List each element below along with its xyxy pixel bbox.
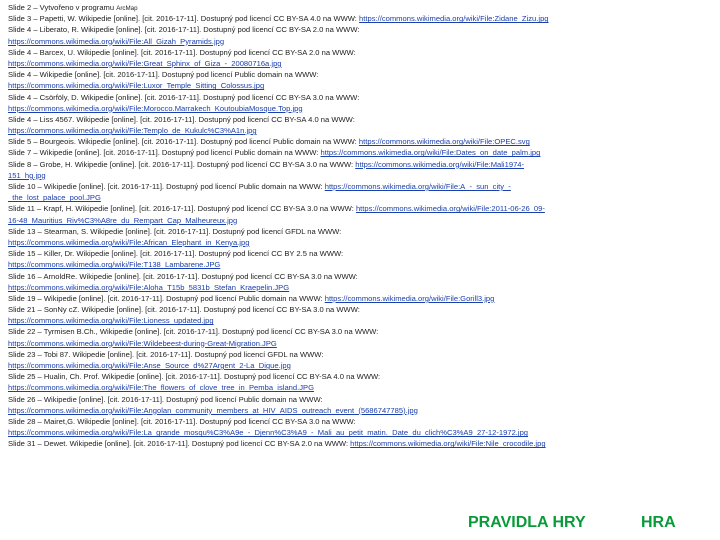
credit-line — [8, 147, 714, 158]
credit-line — [8, 58, 714, 69]
credit-text: Slide 15 – Killer, Dr. Wikipedie [online]. [cit. 2016-17-11]. Dostupný pod licencí CC BY 2.5 na WWW: — [8, 249, 344, 259]
credit-text: Slide 19 – Wikipedie [online]. [cit. 2016-17-11]. Dostupný pod licencí Public domain na WWW: — [8, 293, 325, 303]
credit-source-link[interactable]: https://commons.wikimedia.org/wiki/File:Dates_on_date_palm.jpg — [320, 148, 541, 158]
credit-software-name: ArcMap — [116, 5, 138, 12]
credit-line — [8, 326, 714, 337]
credit-source-link[interactable]: https://commons.wikimedia.org/wiki/File:Zidane_Zizu.jpg — [359, 14, 549, 24]
credit-source-link[interactable]: 151_hg.jpg — [8, 170, 46, 180]
credit-line — [8, 13, 714, 24]
credit-line — [8, 282, 714, 293]
credit-source-link[interactable]: https://commons.wikimedia.org/wiki/File:Lioness_updated.jpg — [8, 316, 214, 326]
credit-text: Slide 10 – Wikipedie [online]. [cit. 2016-17-11]. Dostupný pod licencí Public domain na WWW: — [8, 182, 325, 191]
credit-source-link[interactable]: https://commons.wikimedia.org/wiki/File:T138_Lambarene.JPG — [8, 260, 221, 270]
credit-source-link[interactable]: https://commons.wikimedia.org/wiki/File:Great_Sphinx_of_Giza_-_20080716a.jpg — [8, 58, 282, 68]
credit-line — [8, 2, 714, 13]
footer-nav — [0, 512, 720, 538]
credit-source-link[interactable]: https://commons.wikimedia.org/wiki/File:La_grande_mosqu%C3%A9e_-_Djenn%C3%A9_-_Mali_au_petit_matin._Date_du_clich%C3%A9_27-12-1972.jpg — [8, 428, 529, 438]
credit-line — [8, 203, 714, 214]
credit-line — [8, 382, 714, 393]
credit-text: Slide 5 – Bourgeois. Wikipedie [online]. [cit. 2016-17-11]. Dostupný pod licencí Public domain na WWW: — [8, 137, 359, 147]
credit-line — [8, 226, 714, 237]
credit-source-link[interactable]: https://commons.wikimedia.org/wiki/File:The_flowers_of_clove_tree_in_Pemba_island.JPG — [8, 383, 314, 393]
credit-line — [8, 125, 714, 136]
credit-source-link[interactable]: https://commons.wikimedia.org/wiki/File:All_Gizah_Pyramids.jpg — [8, 36, 225, 46]
credit-line — [8, 360, 714, 371]
credit-line — [8, 136, 714, 147]
credit-source-link[interactable]: 16-48_Mauritius_Riv%C3%A8re_du_Rempart_Cap_Malheureux.jpg — [8, 215, 238, 225]
credit-text: Slide 31 – Dewet. Wikipedie [online]. [cit. 2016-17-11]. Dostupný pod licencí CC BY-SA 2.0 na WWW: — [8, 439, 351, 449]
credit-line — [8, 416, 714, 427]
credit-source-link[interactable]: https://commons.wikimedia.org/wiki/File:Gorill3.jpg — [324, 293, 495, 303]
credit-text: Slide 4 – Csörföly, D. Wikipedie [online]. [cit. 2016-17-11]. Dostupný pod licencí CC BY-SA 3.0 na WWW: — [8, 92, 360, 102]
credit-source-link[interactable]: https://commons.wikimedia.org/wiki/File:Wildebeest-during-Great-Migration.JPG — [8, 338, 277, 348]
credit-source-link[interactable]: https://commons.wikimedia.org/wiki/File:Templo_de_Kukulc%C3%A1n.jpg — [8, 126, 257, 136]
credit-line — [8, 192, 714, 203]
credit-text: Slide 28 – Mairet,G. Wikipedie [online]. [cit. 2016-17-11]. Dostupný pod licencí CC BY-SA 3.0 na WWW: — [8, 416, 356, 426]
game-link[interactable]: HRA — [641, 514, 676, 531]
credit-source-link[interactable]: https://commons.wikimedia.org/wiki/File:Mali1974- — [355, 159, 525, 169]
credit-source-link[interactable]: https://commons.wikimedia.org/wiki/File:Luxor_Temple_Sitting_Colossus.jpg — [8, 81, 265, 91]
credit-text: Slide 16 – ArnoldRe. Wikipedie [online]. [cit. 2016-17-11]. Dostupný pod licencí CC BY-SA 3.0 na WWW: — [8, 271, 358, 281]
credit-source-link[interactable]: _the_lost_palace_pool.JPG — [8, 193, 101, 203]
credit-text: Slide 13 – Stearman, S. Wikipedie [online]. [cit. 2016-17-11]. Dostupný pod licencí GFDL na WWW: — [8, 226, 342, 236]
credit-source-link[interactable]: https://commons.wikimedia.org/wiki/File:Aloha_T15b_5831b_Stefan_Kraepelin.JPG — [8, 282, 290, 292]
credit-line — [8, 36, 714, 47]
credit-line — [8, 315, 714, 326]
credit-source-link[interactable]: https://commons.wikimedia.org/wiki/File:2011-06-26_09- — [355, 204, 545, 214]
credit-line — [8, 394, 714, 405]
credit-text: Slide 23 – Tobi 87. Wikipedie [online]. [cit. 2016-17-11]. Dostupný pod licencí GFDL na WWW: — [8, 349, 324, 359]
credit-text: Slide 11 – Krapf, H. Wikipedie [online]. [cit. 2016-17-11]. Dostupný pod licencí CC BY-SA 3.0 na WWW: — [8, 204, 356, 214]
image-credits-list — [8, 2, 714, 450]
credit-line — [8, 69, 714, 80]
credit-source-link[interactable]: https://commons.wikimedia.org/wiki/File:Anse_Source_d%27Argent_2-La_Digue.jpg — [8, 361, 291, 370]
credit-text: Slide 4 – Wikipedie [online]. [cit. 2016-17-11]. Dostupný pod licencí Public domain na WWW: — [8, 70, 319, 80]
credit-line — [8, 181, 714, 192]
credit-text: Slide 26 – Wikipedie [online]. [cit. 2016-17-11]. Dostupný pod licencí Public domain na WWW: — [8, 394, 323, 404]
credit-source-link[interactable]: https://commons.wikimedia.org/wiki/File:Nile_crocodile.jpg — [350, 439, 546, 449]
credit-line — [8, 293, 714, 304]
credit-source-link[interactable]: https://commons.wikimedia.org/wiki/File:Morocco.Marrakech_KoutoubiaMosque.Top.jpg — [8, 103, 303, 113]
credit-text: Slide 4 – Liberato, R. Wikipedie [online]. [cit. 2016-17-11]. Dostupný pod licencí CC BY-SA 2.0 na WWW: — [8, 25, 360, 35]
credit-line — [8, 259, 714, 270]
credit-text: Slide 4 – Liss 4567. Wikipedie [online]. [cit. 2016-17-11]. Dostupný pod licencí CC BY-SA 4.0 na WWW: — [8, 114, 355, 124]
credit-text: Slide 21 – SonNy cZ. Wikipedie [online]. [cit. 2016-17-11]. Dostupný pod licencí CC BY-SA 3.0 na WWW: — [8, 305, 360, 315]
credit-source-link[interactable]: https://commons.wikimedia.org/wiki/File:A_-_sun_city_- — [324, 182, 511, 191]
credit-line — [8, 47, 714, 58]
credit-text: Slide 25 – Hualin, Ch. Prof. Wikipedie [online]. [cit. 2016-17-11]. Dostupný pod licencí CC BY-SA 4.0 na WWW: — [8, 372, 381, 382]
credit-text: Slide 2 – Vytvořeno v programu — [8, 3, 117, 12]
credit-text: Slide 7 – Wikipedie [online]. [cit. 2016-17-11]. Dostupný pod licencí Public domain na WWW: — [8, 148, 321, 158]
credit-line — [8, 24, 714, 35]
credit-line — [8, 92, 714, 103]
credit-line — [8, 349, 714, 360]
credit-line — [8, 159, 714, 170]
credit-line — [8, 170, 714, 181]
credit-line — [8, 338, 714, 349]
credit-line — [8, 405, 714, 416]
credit-line — [8, 438, 714, 449]
rules-link[interactable]: PRAVIDLA HRY — [468, 514, 586, 531]
credit-line — [8, 371, 714, 382]
credit-line — [8, 304, 714, 315]
credit-text: Slide 3 – Papetti, W. Wikipedie [online]. [cit. 2016-17-11]. Dostupný pod licencí CC BY-SA 4.0 na WWW: — [8, 14, 360, 24]
credit-source-link[interactable]: https://commons.wikimedia.org/wiki/File:OPEC.svg — [358, 137, 530, 147]
credit-text: Slide 22 – Tyrmisen B.Ch., Wikipedie [online]. [cit. 2016-17-11]. Dostupný pod licencí CC BY-SA 3.0 na WWW: — [8, 327, 379, 337]
credit-line — [8, 103, 714, 114]
credit-source-link[interactable]: https://commons.wikimedia.org/wiki/File:African_Elephant_in_Kenya.jpg — [8, 237, 250, 247]
credit-line — [8, 427, 714, 438]
credit-text: Slide 4 – Barcex, U. Wikipedie [online]. [cit. 2016-17-11]. Dostupný pod licencí CC BY-SA 2.0 na WWW: — [8, 47, 356, 57]
credit-line — [8, 114, 714, 125]
credit-line — [8, 215, 714, 226]
credit-line — [8, 248, 714, 259]
credit-source-link[interactable]: https://commons.wikimedia.org/wiki/File:Angolan_community_members_at_HIV_AIDS_outreach_event_(5686747785).jpg — [8, 405, 418, 415]
credit-text: Slide 8 – Grobe, H. Wikipedie [online]. [cit. 2016-17-11]. Dostupný pod licencí CC BY-SA 3.0 na WWW: — [8, 159, 356, 169]
credit-line — [8, 271, 714, 282]
credit-line — [8, 237, 714, 248]
credit-line — [8, 80, 714, 91]
